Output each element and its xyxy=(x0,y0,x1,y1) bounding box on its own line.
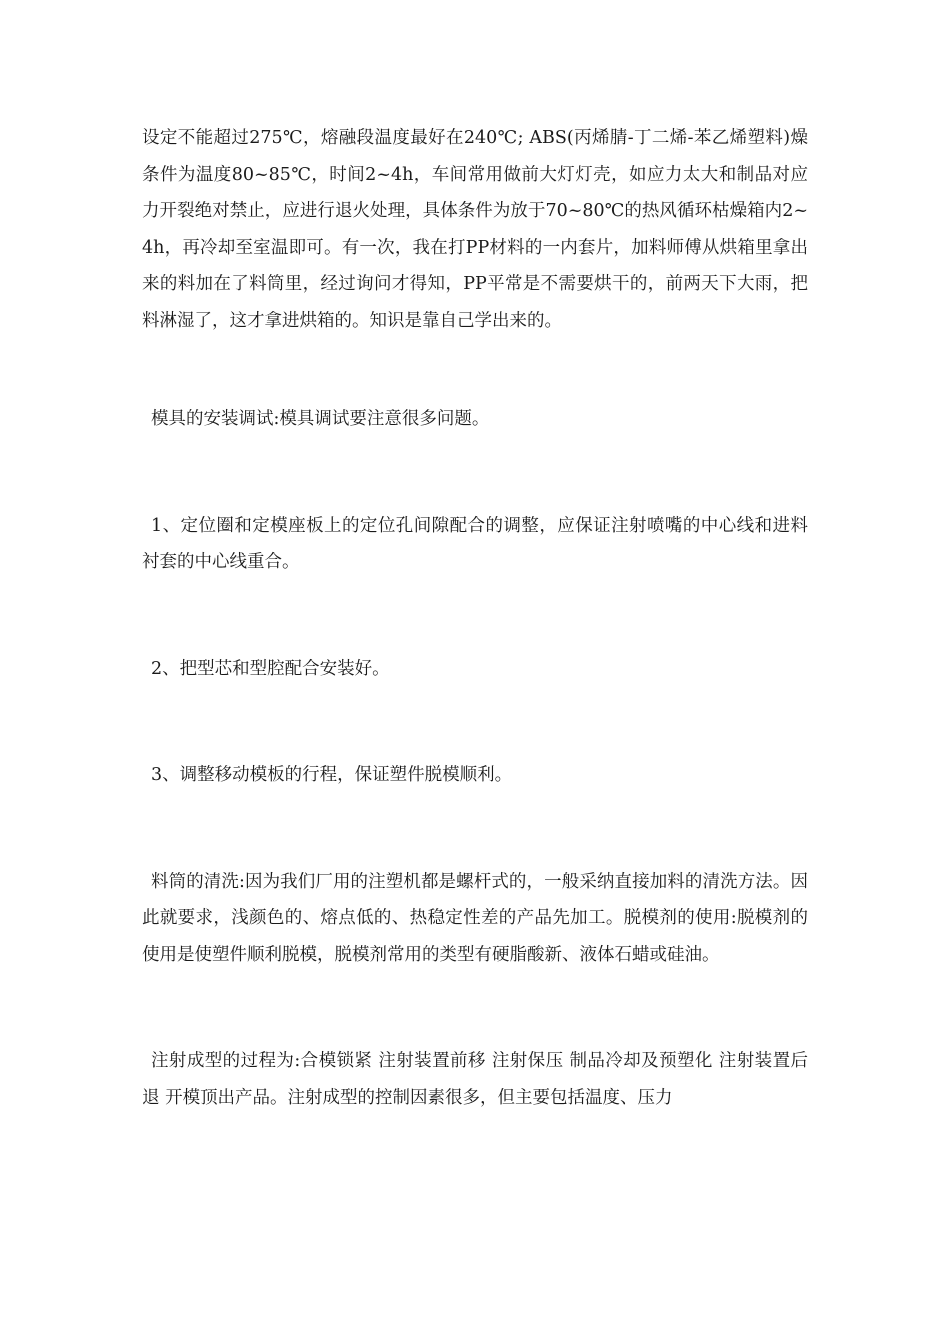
paragraph-mold-installation: 模具的安装调试:模具调试要注意很多问题。 xyxy=(151,409,490,429)
paragraph-injection-process: 注射成型的过程为:合模锁紧 注射装置前移 注射保压 制品冷却及预塑化 注射装置后退 开模顶出产品。注射成型的控制因素很多，但主要包括温度、压力 xyxy=(142,1051,808,1108)
document-page xyxy=(142,120,808,1116)
paragraph-barrel-cleaning: 料筒的清洗:因为我们厂用的注塑机都是螺杆式的，一般采纳直接加料的清洗方法。因此就要求，浅颜色的、熔点低的、热稳定性差的产品先加工。脱模剂的使用:脱模剂的使用是使塑件顺利脱模，脱模剂常用的类型有硬脂酸新、液体石蜡或硅油。 xyxy=(142,871,808,965)
paragraph-drying-conditions: 设定不能超过275℃，熔融段温度最好在240℃; ABS(丙烯腈-丁二烯-苯乙烯塑料)燥条件为温度80~85℃，时间2~4h，车间常用做前大灯灯壳，如应力太大和制品对应力开裂绝对禁止，应进行退火处理，具体条件为放于70~80℃的热风循环枯燥箱内2~4h，再冷却至室温即可。有一次，我在打PP材料的一内套片，加料师傅从烘箱里拿出来的料加在了料筒里，经过询问才得知，PP平常是不需要烘干的，前两天下大雨，把料淋湿了，这才拿进烘箱的。知识是靠自己学出来的。 xyxy=(142,128,808,331)
paragraph-step-3: 3、调整移动模板的行程，保证塑件脱模顺利。 xyxy=(151,765,513,785)
paragraph-step-1: 1、定位圈和定模座板上的定位孔间隙配合的调整，应保证注射喷嘴的中心线和进料衬套的中心线重合。 xyxy=(142,515,808,572)
paragraph-step-2: 2、把型芯和型腔配合安装好。 xyxy=(151,658,390,679)
